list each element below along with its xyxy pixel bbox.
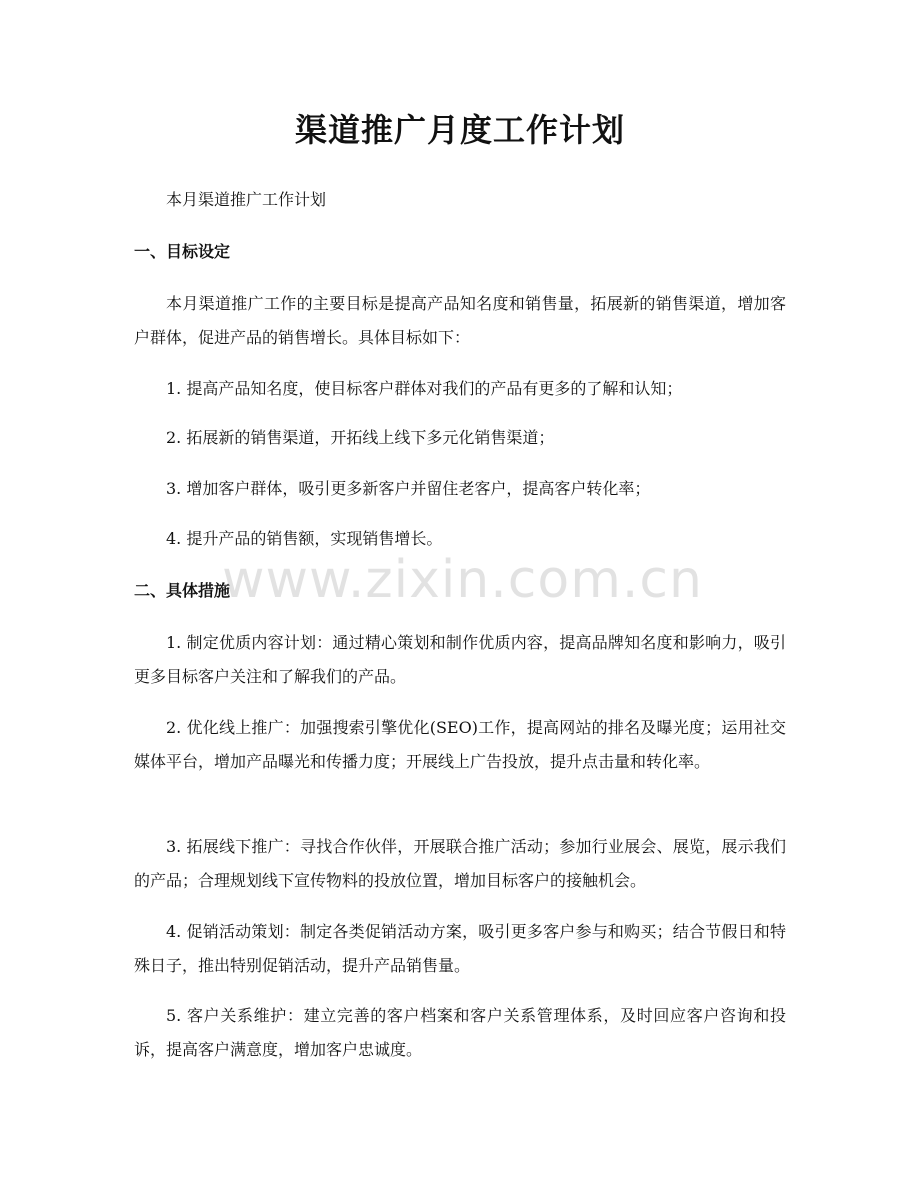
measure-item: 4. 促销活动策划：制定各类促销活动方案，吸引更多客户参与和购买；结合节假日和特殊日子，推出特别促销活动，提升产品销售量。: [134, 922, 786, 975]
intro-paragraph: 本月渠道推广工作计划: [166, 190, 327, 209]
measure-item: 2. 优化线上推广：加强搜索引擎优化(SEO)工作，提高网站的排名及曝光度；运用社交媒体平台，增加产品曝光和传播力度；开展线上广告投放，提升点击量和转化率。: [134, 718, 786, 771]
document-title: 渠道推广月度工作计划: [294, 111, 625, 149]
section-heading-goals: 一、目标设定: [134, 242, 231, 261]
goal-item: 1. 提高产品知名度，使目标客户群体对我们的产品有更多的了解和认知；: [166, 379, 683, 398]
goal-item: 2. 拓展新的销售渠道，开拓线上线下多元化销售渠道；: [166, 428, 555, 447]
measure-item: 3. 拓展线下推广：寻找合作伙伴，开展联合推广活动；参加行业展会、展览，展示我们的产品；合理规划线下宣传物料的投放位置，增加目标客户的接触机会。: [134, 837, 786, 890]
goal-item: 4. 提升产品的销售额，实现销售增长。: [166, 529, 443, 548]
goals-paragraph: 本月渠道推广工作的主要目标是提高产品知名度和销售量，拓展新的销售渠道，增加客户群体，促进产品的销售增长。具体目标如下：: [134, 294, 786, 347]
goal-item: 3. 增加客户群体，吸引更多新客户并留住老客户，提高客户转化率；: [166, 479, 651, 498]
measure-item: 5. 客户关系维护：建立完善的客户档案和客户关系管理体系，及时回应客户咨询和投诉，提高客户满意度，增加客户忠诚度。: [134, 1006, 786, 1059]
measure-item: 1. 制定优质内容计划：通过精心策划和制作优质内容，提高品牌知名度和影响力，吸引更多目标客户关注和了解我们的产品。: [134, 633, 786, 686]
section-heading-measures: 二、具体措施: [134, 581, 231, 600]
watermark: www.zixin.com.cn: [222, 550, 703, 610]
